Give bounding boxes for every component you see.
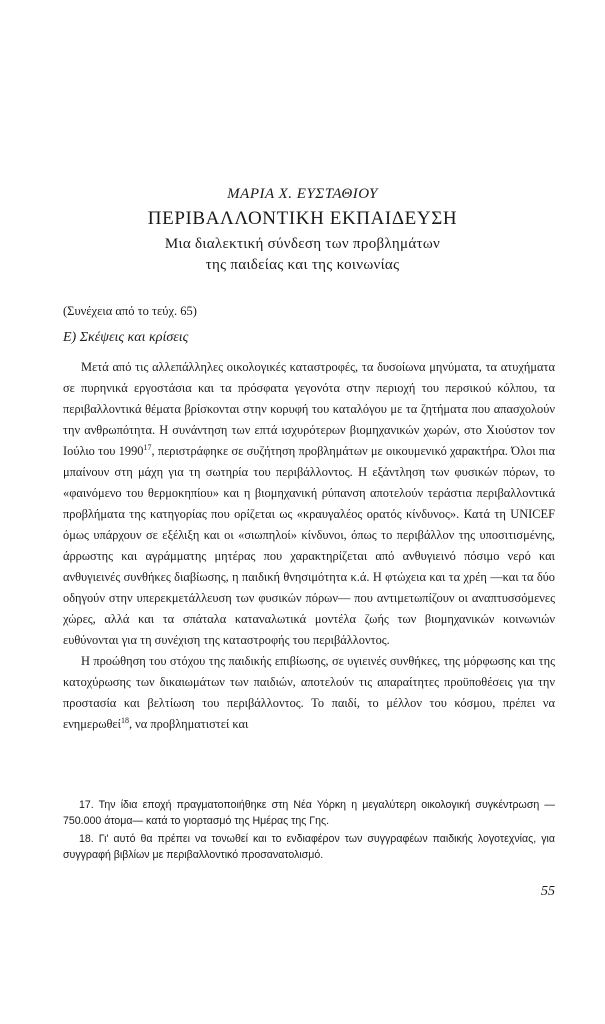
paragraph-2 (63, 651, 555, 735)
article-subtitle-line1: Μια διαλεκτική σύνδεση των προβλημάτων (164, 236, 441, 252)
continued-note: (Συνέχεια από το τεύχ. 65) (63, 304, 197, 318)
article-title: ΠΕΡΙΒΑΛΛΟΝΤΙΚΗ ΕΚΠΑΙΔΕΥΣΗ (147, 208, 458, 229)
footnote-17: 17. Την ίδια εποχή πραγματοποιήθηκε στη Νέα Υόρκη η μεγαλύτερη οικολογική συγκέντρωση —750.000 άτομα— κατά το γιορτασμό της Ημέρας της Γης. (63, 799, 555, 827)
paragraph-1-part1: Μετά από τις αλλεπάλληλες οικολογικές καταστροφές, τα δυσοίωνα μηνύματα, τα ατυχήματα σε πυρηνικά εργοστάσια και τα πρόσφατα γεγονότα στην περιοχή του περσικού κόλπου, τα περιβαλλοντικά θέματα βρίσκονται στην κορυφή του καταλόγου με τα ζητήματα που απασχολούν την ανθρωπότητα. Η συνάντηση των επτά ισχυρότερων βιομηχανικών χωρών, στο Χιούστον τον Ιούλιο του 1990 (63, 360, 555, 458)
paragraph-1-part2: , περιστράφηκε σε συζήτηση προβλημάτων με οικουμενικό χαρακτήρα. Όλοι πια μπαίνουν στη μάχη για τη σωτηρία του περιβάλλοντος. Η εξάντληση των φυσικών πόρων, το «φαινόμενο του θερμοκηπίου» και η βιομηχανική ρύπανση αποτελούν τεράστια περιβαλλοντικά προβλήματα της κατηγορίας που ορίζεται ως «κραυγαλέος ορατός κίνδυνος». Κατά τη UNICEF όμως υπάρχουν σε εξέλιξη και οι «σιωπηλοί» κίνδυνοι, όπως το περιβάλλον της υποσιτισμένης, άρρωστης και αγράμματης μητέρας που χαρακτηρίζεται από ανθυγιεινό πόσιμο νερό και ανθυγιεινές συνθήκες διαβίωσης, η παιδική θνησιμότητα κ.ά. Η φτώχεια και τα χρέη —και τα δύο οδηγούν στην υπερεκμετάλλευση των φυσικών πόρων— που αντιμετωπίζουν οι αναπτυσσόμενες χώρες, αλλά και τα σπάταλα καταναλωτικά μοντέλα ζωής των βιομηχανικών κοινωνιών ευθύνονται για τη συνέχιση της καταστροφής του περιβάλλοντος. (63, 444, 555, 647)
footnote-ref-17: 17 (143, 442, 152, 452)
body-text (63, 357, 555, 735)
paragraph-2-part2: , να προβληματιστεί και (128, 717, 249, 731)
section-heading: Ε) Σκέψεις και κρίσεις (63, 330, 189, 345)
footnotes (63, 797, 555, 865)
page-number: 55 (541, 884, 555, 899)
author-name: ΜΑΡΙΑ Χ. ΕΥΣΤΑΘΙΟΥ (227, 186, 378, 202)
footnote-18: 18. Γι' αυτό θα πρέπει να τονωθεί και το ενδιαφέρον των συγγραφέων παιδικής λογοτεχνίας, για συγγραφή βιβλίων με περιβαλλοντικό προσανατολισμό. (63, 833, 555, 861)
footnote-ref-18: 18 (120, 715, 129, 725)
paragraph-2-part1: Η προώθηση του στόχου της παιδικής επιβίωσης, σε υγιεινές συνθήκες, της μόρφωσης και της κατοχύρωσης των δικαιωμάτων των παιδιών, αποτελούν τις απαραίτητες προϋποθέσεις για την προστασία και βελτίωση του περιβάλλοντος. Το παιδί, το μέλλον του κόσμου, πρέπει να ενημερωθεί (63, 654, 555, 731)
paragraph-1 (63, 357, 555, 651)
article-subtitle-line2: της παιδείας και της κοινωνίας (205, 257, 400, 273)
